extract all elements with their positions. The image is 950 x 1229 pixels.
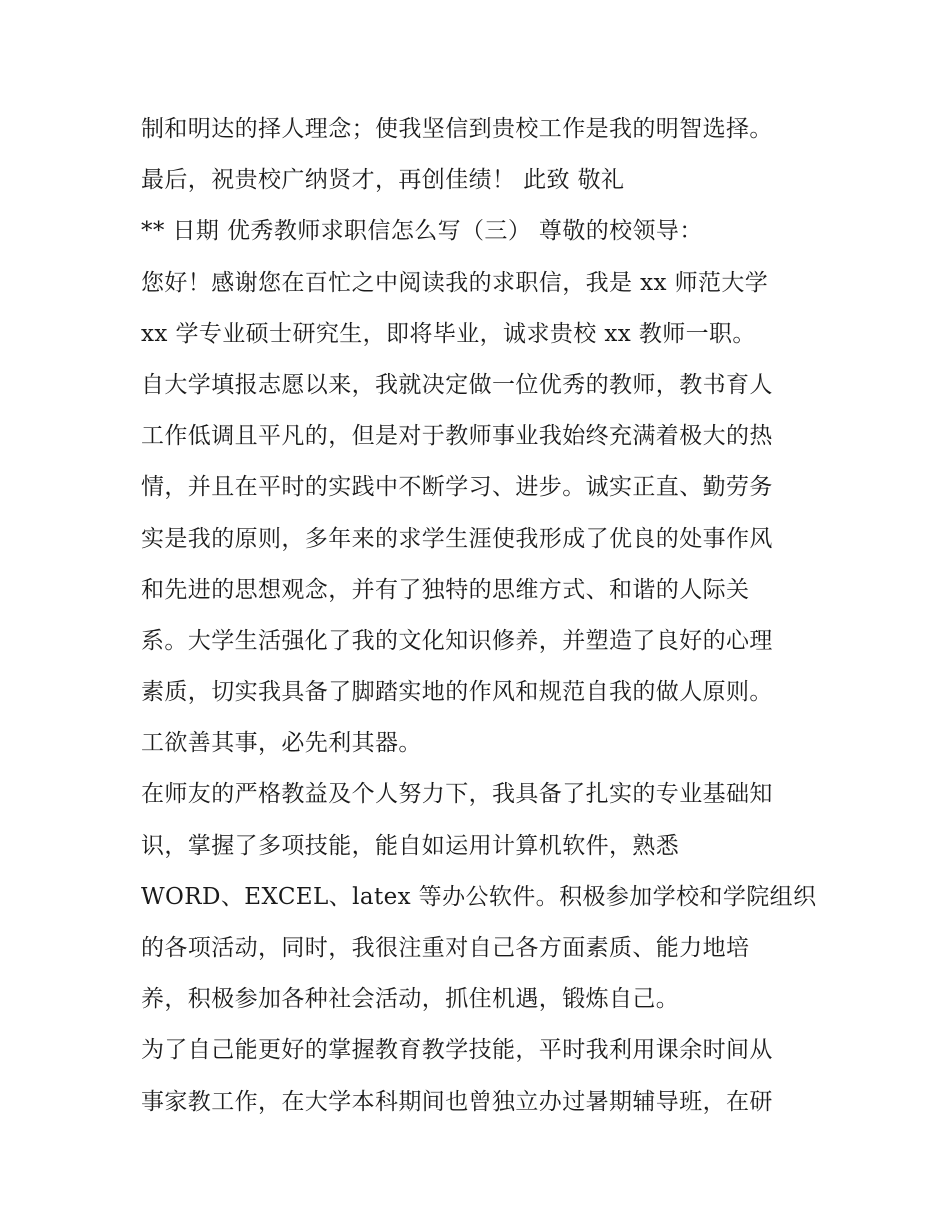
text-line: 您好！感谢您在百忙之中阅读我的求职信，我是 xx 师范大学 (141, 269, 769, 296)
text-line: xx 学专业硕士研究生，即将毕业，诚求贵校 xx 教师一职。 (141, 320, 756, 347)
text-line: 系。大学生活强化了我的文化知识修养，并塑造了良好的心理 (141, 627, 773, 654)
text-line: 和先进的思想观念，并有了独特的思维方式、和谐的人际关 (141, 576, 750, 603)
letter-body (141, 104, 821, 1128)
text-line: 工欲善其事，必先利其器。 (141, 730, 422, 757)
text-line: 实是我的原则，多年来的求学生涯使我形成了优良的处事作风 (141, 525, 773, 552)
text-line: 情，并且在平时的实践中不断学习、进步。诚实正直、勤劳务 (141, 474, 773, 501)
text-line: 制和明达的择人理念；使我坚信到贵校工作是我的明智选择。 (141, 116, 773, 142)
text-line: 养，积极参加各种社会活动，抓住机遇，锻炼自己。 (141, 986, 680, 1013)
text-line: 工作低调且平凡的，但是对于教师事业我始终充满着极大的热 (141, 423, 773, 450)
text-line: 的各项活动，同时，我很注重对自己各方面素质、能力地培 (141, 935, 750, 961)
text-line: 自大学填报志愿以来，我就决定做一位优秀的教师，教书育人 (141, 371, 773, 398)
text-line: 最后，祝贵校广纳贤才，再创佳绩！ 此致 敬礼 (141, 167, 625, 194)
text-line: 素质，切实我具备了脚踏实地的作风和规范自我的做人原则。 (141, 679, 773, 706)
text-line: 识，掌握了多项技能，能自如运用计算机软件，熟悉 (141, 832, 680, 859)
text-line: 事家教工作，在大学本科期间也曾独立办过暑期辅导班，在研 (141, 1088, 773, 1115)
text-line: ** 日期 优秀教师求职信怎么写（三） 尊敬的校领导： (141, 218, 703, 245)
text-line: WORD、EXCEL、latex 等办公软件。积极参加学校和学院组织 (141, 883, 817, 910)
text-line: 为了自己能更好的掌握教育教学技能，平时我利用课余时间从 (141, 1037, 773, 1064)
text-line: 在师友的严格教益及个人努力下，我具备了扎实的专业基础知 (141, 781, 773, 808)
